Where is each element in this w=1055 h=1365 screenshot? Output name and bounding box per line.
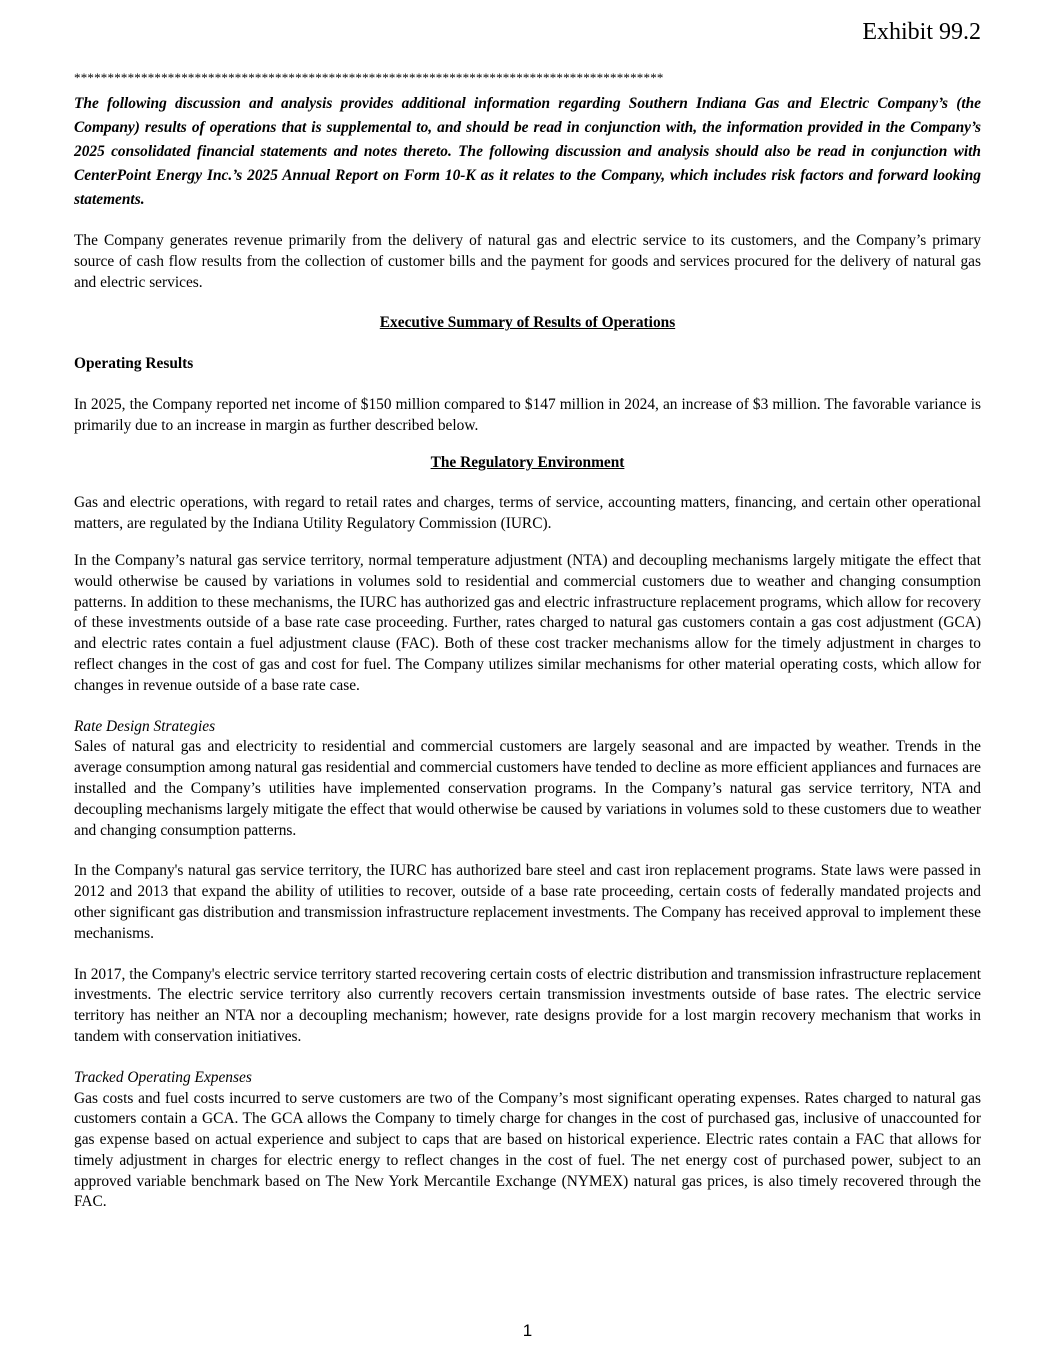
operating-results-paragraph: In 2025, the Company reported net income of $150 million compared to $147 million in 2024, an increase of $3 million. The favorable variance is primarily due to an increase in margin as further described below.	[74, 395, 981, 434]
separator-line: ****************************************************************************************	[74, 70, 664, 85]
exhibit-label: Exhibit 99.2	[862, 19, 981, 45]
regulatory-environment-heading: The Regulatory Environment	[430, 453, 625, 471]
executive-summary-heading: Executive Summary of Results of Operations	[379, 314, 676, 332]
regulatory-paragraph-2: In the Company’s natural gas service territory, normal temperature adjustment (NTA) and decoupling mechanisms largely mitigate the effect that would otherwise be caused by variations in volumes sold to residential and commercial customers due to weather and changing consumption patterns. In addition to these mechanisms, the IURC has authorized gas and electric infrastructure replacement programs, which allow for recovery of these investments outside of a base rate case proceeding. Further, rates charged to natural gas customers contain a gas cost adjustment (GCA) and electric rates contain a fuel adjustment clause (FAC). Both of these cost tracker mechanisms allow for the timely adjustment in charges to reflect changes in the cost of gas and cost for fuel. The Company utilizes similar mechanisms for other material operating costs, which allow for changes in revenue outside of a base rate case.	[74, 551, 981, 694]
page-number: 1	[522, 1321, 533, 1340]
tracked-expenses-paragraph: Gas costs and fuel costs incurred to serve customers are two of the Company’s most significant operating expenses. Rates charged to natural gas customers contain a GCA. The GCA allows the Company to timely charge for changes in the cost of purchased gas, inclusive of unaccounted for gas expense based on actual experience and subject to caps that are based on historical experience. Electric rates contain a FAC that allows for timely adjustment in charges for electric energy to reflect changes in the cost of fuel. The net energy cost of purchased power, subject to an approved variable benchmark based on The New York Mercantile Exchange (NYMEX) natural gas prices, is also timely recovered through the FAC.	[74, 1089, 981, 1211]
rate-design-paragraph-2: In the Company's natural gas service territory, the IURC has authorized bare steel and cast iron replacement programs. State laws were passed in 2012 and 2013 that expand the ability of utilities to recover, outside of a base rate proceeding, certain costs of federally mandated projects and other significant gas distribution and transmission infrastructure replacement investments. The Company has received approval to implement these mechanisms.	[74, 862, 981, 942]
rate-design-paragraph-3: In 2017, the Company's electric service territory started recovering certain costs of electric distribution and transmission infrastructure replacement investments. The electric service territory also currently recovers certain transmission investments outside of base rates. The electric service territory has neither an NTA nor a decoupling mechanism; however, rate designs provide for a lost margin recovery mechanism that works in tandem with conservation initiatives.	[74, 965, 981, 1045]
document-body	[74, 70, 981, 1213]
intro-paragraph: The following discussion and analysis provides additional information regarding Southern Indiana Gas and Electric Company’s (the Company) results of operations that is supplemental to, and should be read in conjunction with, the information provided in the Company’s 2025 consolidated financial statements and notes thereto. The following discussion and analysis should also be read in conjunction with CenterPoint Energy Inc.’s 2025 Annual Report on Form 10-K as it relates to the Company, which includes risk factors and forward looking statements.	[74, 95, 981, 208]
regulatory-paragraph-1: Gas and electric operations, with regard to retail rates and charges, terms of service, accounting matters, financing, and certain other operational matters, are regulated by the Indiana Utility Regulatory Commission (IURC).	[74, 494, 981, 533]
rate-design-paragraph-1: Sales of natural gas and electricity to residential and commercial customers are largely seasonal and are impacted by weather. Trends in the average consumption among natural gas residential and commercial customers have tended to decline as more efficient appliances and furnaces are installed and the Company’s utilities have implemented conservation programs. In the Company’s natural gas service territory, NTA and decoupling mechanisms largely mitigate the effect that would otherwise be caused by variations in volumes sold to these customers due to weather and changing consumption patterns.	[74, 738, 981, 839]
rate-design-heading: Rate Design Strategies	[74, 717, 216, 735]
overview-paragraph: The Company generates revenue primarily from the delivery of natural gas and electric service to its customers, and the Company’s primary source of cash flow results from the collection of customer bills and the payment for goods and services procured for the delivery of natural gas and electric services.	[74, 232, 981, 291]
operating-results-heading: Operating Results	[74, 355, 194, 373]
tracked-expenses-heading: Tracked Operating Expenses	[74, 1068, 252, 1086]
